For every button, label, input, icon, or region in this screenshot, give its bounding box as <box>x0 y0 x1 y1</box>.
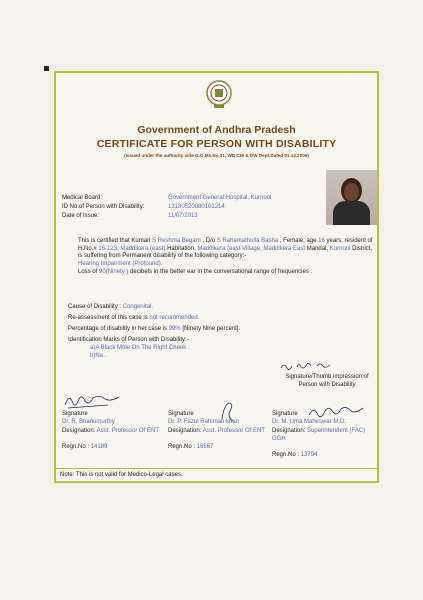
percentage-line: Percentage of disability in her case is 99% [Ninety Nine percent]. <box>68 326 241 332</box>
percentage-value: 99% <box>168 326 181 332</box>
signatory-2-name: Dr. P. Fazul Rahiman khan <box>168 419 239 426</box>
disability-category: Hearing Impairment (Profound). <box>78 261 163 268</box>
loss-value: 90(Ninety ) <box>99 268 129 275</box>
date-value: 11/07/2013 <box>168 213 198 219</box>
signatory-2-regn: 16567 <box>196 443 214 450</box>
identification-mark-b: b)Na . <box>90 353 107 359</box>
cause-line: Cause of Disability : Congenital. <box>68 304 154 310</box>
state-emblem-icon <box>205 79 233 109</box>
village-value: Maddikera (east Village, Maddikera East <box>197 245 306 252</box>
id-label: ID No.of Person with Disability: <box>62 204 145 210</box>
reassessment-value: not recommended. <box>149 315 200 321</box>
certificate-title: CERTIFICATE FOR PERSON WITH DISABILITY <box>96 138 337 150</box>
certification-paragraph: This is certified that Kumari S Reshma Begam , D/o S Rahamathulla Basha , Female, age 16 years, resident of H.No.# 16-123, Maddikera (east) Habitation, Maddikera (east Village, Maddikera East Mandal, Kurnool District, is suffering from Permanent disability of the following category:- Hearing Impairment (Profound). Loss of 90(Ninety ) decibels in the better ear in the conversational range of frequencies . <box>78 238 373 275</box>
thumb-impression-label: Signature/Thumb impression of Person with Disability <box>285 374 369 388</box>
authority-line: (Issued under the authority vide G.O.Ms.No.31, WD CW & DW Dept.Dated 01.12.2009) <box>124 153 309 158</box>
person-name: S Reshma Begam <box>152 238 201 244</box>
district-value: Kurnool <box>329 245 351 252</box>
identification-mark-a: a)A Black Mole On The Right Cheek . <box>90 345 190 351</box>
signature-image-1 <box>62 391 124 411</box>
medical-board-value: Government General Hospital, Kurnool <box>168 195 272 201</box>
signatory-1: Signature Dr. R. Bhanumurthy Designation: Asst. Professor Of ENT Regn.No : 14189 <box>62 410 170 451</box>
government-heading: Government of Andhra Pradesh <box>137 124 296 136</box>
applicant-photo <box>326 170 377 225</box>
signatory-2: Signature Dr. P. Fazul Rahiman khan Designation: Asst. Professor Of ENT Regn.No : 16567 <box>168 410 276 451</box>
medical-board-label: Medical Board: <box>62 195 103 201</box>
medical-board-row <box>62 194 271 203</box>
corner-mark <box>44 66 49 71</box>
reassessment-line: Re-assessment of this case is not recommended. <box>68 315 200 321</box>
signatory-1-name: Dr. R. Bhanumurthy <box>62 419 115 426</box>
date-label: Date of Issue: <box>62 213 100 219</box>
address-value: 16-123, Maddikera (east) <box>98 245 166 252</box>
id-value: 13180520080101214 <box>168 204 225 210</box>
certificate <box>54 71 379 483</box>
cause-value: Congenital. <box>122 304 154 310</box>
date-row <box>62 212 198 221</box>
parent-name: S Rahamathulla Basha <box>216 238 279 244</box>
signatory-3: Signature Dr. M. Uma Maheswar M.D. Designation: Superintendent (FAC) GGH Regn.No : 13794 <box>272 410 380 459</box>
signatory-3-name: Dr. M. Uma Maheswar M.D. <box>272 419 347 426</box>
signatory-1-regn: 14189 <box>90 443 108 450</box>
age-value: 16 <box>318 238 325 244</box>
identification-label: Identification Marks of Person with Disability:- <box>68 337 189 343</box>
thumb-signature-image <box>279 358 334 372</box>
signatory-3-regn: 13794 <box>300 452 318 459</box>
id-row <box>62 203 225 212</box>
medico-legal-note: Note: This is not valid for Medico-Legal cases. <box>56 468 377 478</box>
